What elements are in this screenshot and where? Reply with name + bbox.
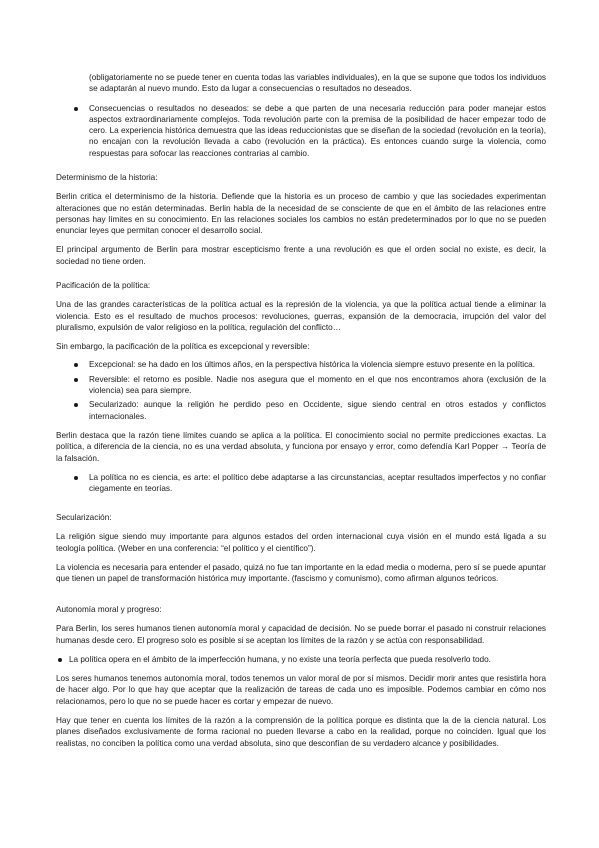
list-item — [56, 654, 546, 665]
bullet-icon — [58, 658, 62, 662]
paragraph: Sin embargo, la pacificación de la política es excepcional y reversible: — [56, 342, 310, 352]
paragraph: Una de las grandes características de la política actual es la represión de la violencia, ya que la política actual tiende a eliminar la violencia. Esto es el resultado de muchos procesos: revoluciones, guerras, expansión de la democracia, irrupción del valor del pluralismo, expulsión de valor religioso en la política, regulación del conflicto… — [56, 300, 546, 332]
list-item — [56, 374, 546, 397]
bullet-text: La política opera en el ámbito de la imperfección humana, y no existe una teoría perfecta que pueda resolverlo todo. — [69, 654, 491, 664]
paragraph: Los seres humanos tenemos autonomía moral, todos tenemos un valor moral de por sí mismos. Decidir morir antes que resistirla hora de hacer algo. Por lo que hay que aceptar que la realización de tareas de cada uno es imposible. Podemos cambiar en cómo nos relacionamos, pero lo que no se puede hacer es cortar y empezar de nuevo. — [56, 674, 546, 706]
bullet-text: Reversible: el retorno es posible. Nadie nos asegura que el momento en el que nos encontramos ahora (exclusión de la violencia) sea para siempre. — [89, 374, 546, 396]
list-item — [56, 472, 546, 495]
bullet-text: Secularizado: aunque la religión he perdido peso en Occidente, sigue siendo central en otros estados y conflictos internacionales. — [89, 400, 546, 421]
bullet-icon — [74, 476, 78, 480]
section-heading: Autonomía moral y progreso: — [56, 605, 162, 614]
bullet-text: Excepcional: se ha dado en los últimos años, en la perspectiva histórica la violencia siempre estuvo presente en la política. — [89, 360, 536, 370]
bullet-icon — [74, 403, 78, 407]
paragraph: Berlin destaca que la razón tiene límites cuando se aplica a la política. El conocimiento social no permite predicciones exactas. La política, a diferencia de la ciencia, no es una verdad absoluta, y funciona por ensayo y error, como defendía Karl Popper → Teoría de la falsación. — [56, 430, 546, 463]
intro-section — [56, 72, 546, 159]
list-item — [56, 103, 546, 159]
secularizacion-section — [56, 512, 546, 584]
section-heading: Determinismo de la historia: — [56, 173, 158, 182]
determinismo-section — [56, 172, 546, 267]
section-heading: Secularización: — [56, 513, 112, 522]
list-item — [56, 399, 546, 422]
bullet-icon — [74, 107, 78, 111]
section-heading: Pacificación de la política: — [56, 281, 151, 290]
bullet-icon — [74, 378, 78, 382]
bullet-text: Consecuencias o resultados no deseados: se debe a que parten de una necesaria reducción para poder manejar estos aspectos extraordinariamente complejos. Toda revolución parte con la premisa de la posibilidad de hacer empezar todo de cero. La experiencia histórica demuestra que las ideas reduccionistas que se diseñan de la sociedad (revolución en la teoría), no encajan con la revolución llevada a cabo (revolución en la práctica). Es entonces cuando surge la violencia, como respuestas para sofocar las reacciones contrarias al cambio. — [89, 103, 546, 158]
paragraph: Hay que tener en cuenta los límites de la razón a la comprensión de la política porque es distinta que la de la ciencia natural. Los planes diseñados exclusivamente de forma racional no pueden llevarse a cabo en la realidad, porque no coinciden. Igual que los realistas, no conciben la política como una verdad absoluta, sino que desconfían de su verdadero alcance y posibilidades. — [56, 716, 546, 748]
list-item — [56, 359, 546, 370]
paragraph: La religión sigue siendo muy importante para algunos estados del orden internacional cuya visión en el mundo está ligada a su teología política. (Weber en una conferencia: “el político y el científico”). — [56, 532, 546, 553]
pacificacion-section — [56, 280, 546, 494]
paragraph: Berlin critica el determinismo de la historia. Defiende que la historia es un proceso de cambio y que las sociedades experimentan alteraciones que no están determinadas. Berlin habla de la necesidad de se consciente de que en el ámbito de las relaciones entre personas hay límites en su conocimiento. En las relaciones sociales los cambios no están predeterminados por lo que no se pueden enunciar leyes que permitan conocer el desarrollo social. — [56, 192, 546, 236]
paragraph: El principal argumento de Berlin para mostrar escepticismo frente a una revolución es que el orden social no existe, es decir, la sociedad no tiene orden. — [56, 245, 546, 266]
intro-continuation: (obligatoriamente no se puede tener en cuenta todas las variables individuales), en la que se supone que todos los individuos se adaptarán al nuevo mundo. Esto da lugar a consecuencias o resultados no deseados. — [89, 73, 546, 94]
paragraph: Para Berlin, los seres humanos tienen autonomía moral y capacidad de decisión. No se puede borrar el pasado ni construir relaciones humanas desde cero. El progreso solo es posible si se aceptan los límites de la razón y se actúa con responsabilidad. — [56, 624, 546, 645]
bullet-icon — [74, 363, 78, 367]
paragraph: La violencia es necesaria para entender el pasado, quizá no fue tan importante en la edad media o moderna, pero sí se puede apuntar que tienen un papel de transformación histórica muy importante. (fascismo y comunismo), como afirman algunos teóricos. — [56, 562, 546, 584]
bullet-text: La política no es ciencia, es arte: el político debe adaptarse a las circunstancias, aceptar resultados imperfectos y no confiar ciegamente en teorías. — [89, 472, 546, 494]
autonomia-section — [56, 604, 546, 749]
